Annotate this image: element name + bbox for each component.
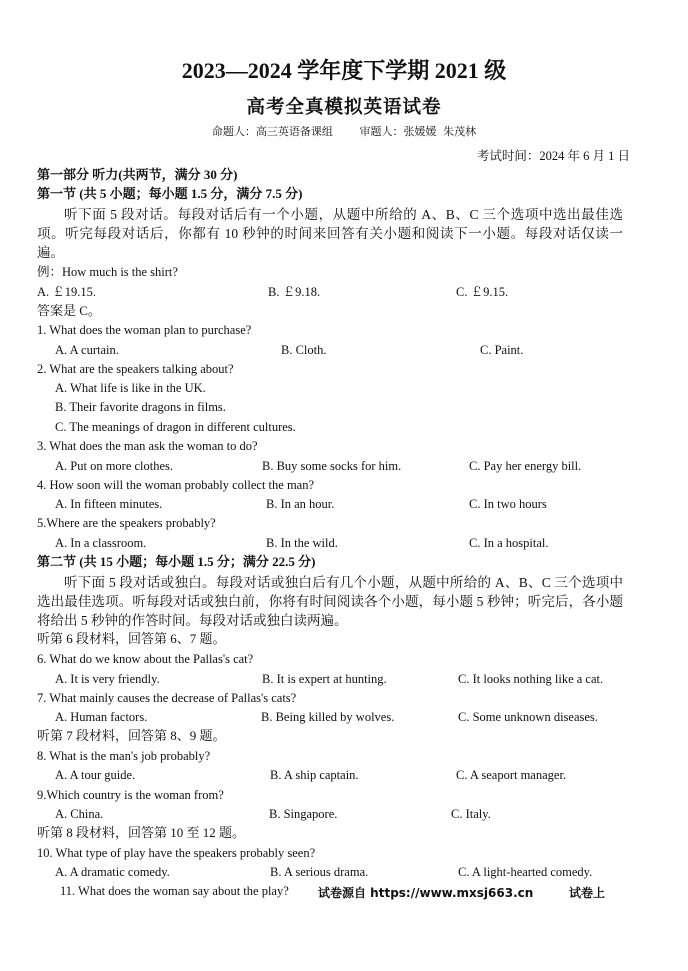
setter-text: 命题人：高三英语备课组 xyxy=(211,125,333,138)
question-10: 10. What type of play have the speakers probably seen? xyxy=(37,846,316,860)
question-5: 5.Where are the speakers probably? xyxy=(37,516,216,530)
material-6-note: 听第 6 段材料，回答第 6、7 题。 xyxy=(37,631,226,646)
q7-option-b: B. Being killed by wolves. xyxy=(261,710,395,724)
q5-option-c: C. In a hospital. xyxy=(469,536,549,550)
question-8: 8. What is the man's job probably? xyxy=(37,749,211,763)
exam-subtitle: 高考全真模拟英语试卷 xyxy=(246,98,442,118)
q10-option-c: C. A light-hearted comedy. xyxy=(458,865,593,879)
q3-option-b: B. Buy some socks for him. xyxy=(262,459,402,473)
q3-option-c: C. Pay her energy bill. xyxy=(469,459,582,473)
question-4: 4. How soon will the woman probably collect the man? xyxy=(37,478,315,492)
example-option-b: B. ￡9.18. xyxy=(268,285,321,299)
example-option-a: A. ￡19.15. xyxy=(37,285,97,299)
source-watermark: 试卷源自 https://www.mxsj663.cn xyxy=(318,886,534,900)
section2-heading: 第二节 (共 15 小题；每小题 1.5 分；满分 22.5 分) xyxy=(37,554,316,569)
question-2: 2. What are the speakers talking about? xyxy=(37,362,234,376)
q4-option-c: C. In two hours xyxy=(469,497,547,511)
q4-option-a: A. In fifteen minutes. xyxy=(55,497,163,511)
q7-option-c: C. Some unknown diseases. xyxy=(458,710,598,724)
question-7: 7. What mainly causes the decrease of Pallas's cats? xyxy=(37,691,297,705)
q4-option-b: B. In an hour. xyxy=(266,497,335,511)
question-11: 11. What does the woman say about the play? xyxy=(60,884,289,898)
material-8-note: 听第 8 段材料，回答第 10 至 12 题。 xyxy=(37,825,246,840)
question-6: 6. What do we know about the Pallas's cat? xyxy=(37,652,254,666)
q1-option-c: C. Paint. xyxy=(480,343,524,357)
exam-authors xyxy=(0,125,688,139)
part1-heading: 第一部分 听力(共两节，满分 30 分) xyxy=(37,167,238,182)
q8-option-c: C. A seaport manager. xyxy=(456,768,567,782)
exam-date: 考试时间：2024 年 6 月 1 日 xyxy=(476,149,630,163)
q2-option-c: C. The meanings of dragon in different cultures. xyxy=(55,420,296,434)
section1-instructions: 听下面 5 段对话。每段对话后有一个小题，从题中所给的 A、B、C 三个选项中选出最佳选项。听完每段对话后，你都有 10 秒钟的时间来回答有关小题和阅读下一小题。每段对话仅读一遍。 xyxy=(37,207,623,260)
section1-heading: 第一节 (共 5 小题；每小题 1.5 分，满分 7.5 分) xyxy=(37,186,303,201)
q9-option-c: C. Italy. xyxy=(451,807,491,821)
q9-option-b: B. Singapore. xyxy=(269,807,338,821)
question-3: 3. What does the man ask the woman to do? xyxy=(37,439,258,453)
q1-option-b: B. Cloth. xyxy=(281,343,327,357)
question-1: 1. What does the woman plan to purchase? xyxy=(37,323,252,337)
material-7-note: 听第 7 段材料，回答第 8、9 题。 xyxy=(37,728,226,743)
q7-option-a: A. Human factors. xyxy=(55,710,148,724)
q9-option-a: A. China. xyxy=(55,807,104,821)
q6-option-a: A. It is very friendly. xyxy=(55,672,160,686)
q8-option-a: A. A tour guide. xyxy=(55,768,136,782)
q5-option-a: A. In a classroom. xyxy=(55,536,147,550)
q6-option-b: B. It is expert at hunting. xyxy=(262,672,387,686)
q3-option-a: A. Put on more clothes. xyxy=(55,459,174,473)
q8-option-b: B. A ship captain. xyxy=(270,768,359,782)
reviewer-text: 审题人：张媛媛 朱茂林 xyxy=(359,125,477,138)
section2-instructions: 听下面 5 段对话或独白。每段对话或独白后有几个小题，从题中所给的 A、B、C 三个选项中选出最佳选项。听每段对话或独白前，你将有时间阅读各个小题，每小题 5 秒钟；听完后，各小题将给出 5 秒钟的作答时间。每段对话或独白读两遍。 xyxy=(37,575,623,628)
exam-title: 2023—2024 学年度下学期 2021 级 xyxy=(181,58,507,83)
q2-option-a: A. What life is like in the UK. xyxy=(55,381,206,395)
page-tag: 试卷上 xyxy=(569,886,606,900)
example-option-c: C. ￡9.15. xyxy=(456,285,509,299)
q10-option-a: A. A dramatic comedy. xyxy=(55,865,170,879)
question-9: 9.Which country is the woman from? xyxy=(37,788,224,802)
q10-option-b: B. A serious drama. xyxy=(270,865,369,879)
q5-option-b: B. In the wild. xyxy=(266,536,338,550)
q6-option-c: C. It looks nothing like a cat. xyxy=(458,672,604,686)
q2-option-b: B. Their favorite dragons in films. xyxy=(55,400,226,414)
example-answer: 答案是 C。 xyxy=(37,303,101,318)
q1-option-a: A. A curtain. xyxy=(55,343,119,357)
example-question: 例：How much is the shirt? xyxy=(37,265,178,279)
